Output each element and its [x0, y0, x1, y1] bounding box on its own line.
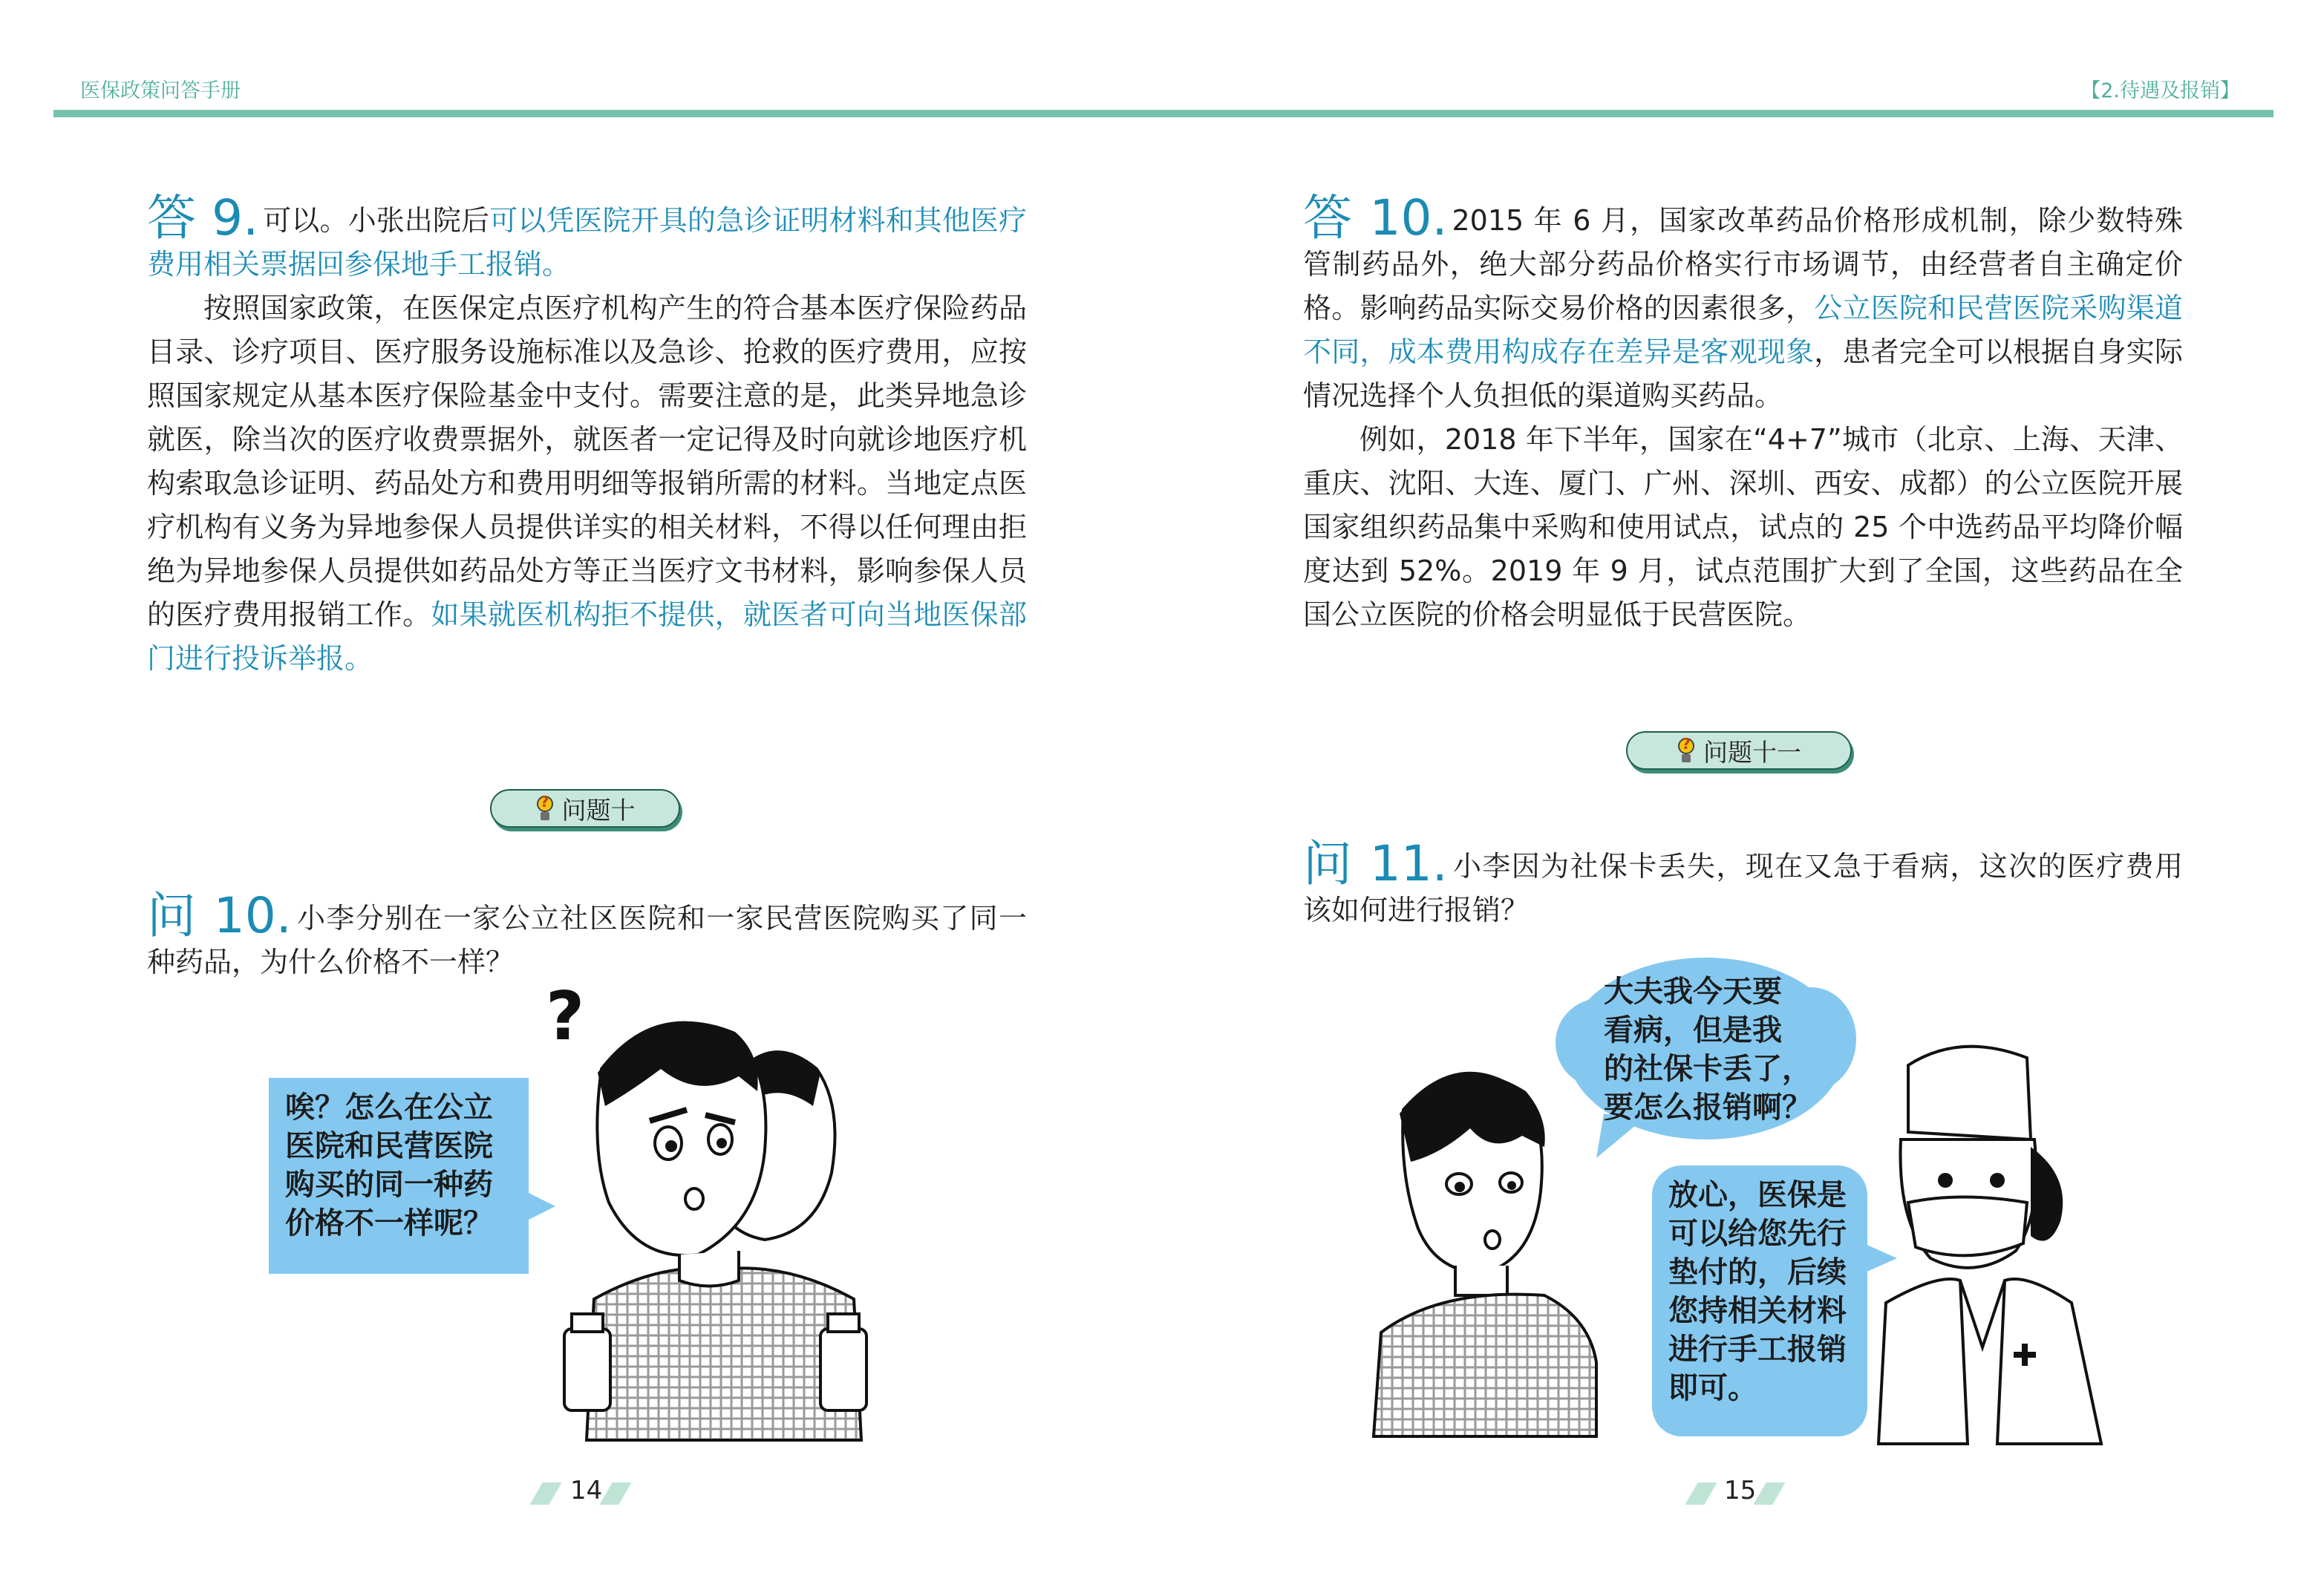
page-number-right: 15 — [1724, 1476, 1757, 1505]
left-speech-line: 唉？怎么在公立 — [285, 1090, 493, 1125]
answer-9-body-highlight: 如果就医机构拒不提供，就医者可向当地医保部门进行投诉举报。 — [147, 598, 1027, 675]
left-speech-bubble — [269, 1078, 529, 1274]
patient-speech — [1604, 972, 1819, 1127]
doctor-speech-line: 放心，医保是 — [1668, 1178, 1847, 1212]
doctor-speech-bubble — [1652, 1165, 1867, 1436]
answer-10-highlight: 公立医院和民营医院采购渠道不同，成本费用构成存在差异是客观现象 — [1303, 292, 2183, 368]
question-10 — [147, 889, 1027, 984]
answer-9-lead: 可以。小张出院后 — [263, 204, 490, 237]
question-10-text: 小李分别在一家公立社区医院和一家民营医院购买了同一种药品，为什么价格不一样？ — [147, 902, 1027, 978]
question-11-text: 小李因为社保卡丢失，现在又急于看病，这次的医疗费用该如何进行报销？ — [1303, 850, 2183, 926]
page-number-left: 14 — [570, 1476, 603, 1505]
page-number-stripe — [599, 1482, 631, 1505]
patient-speech-line: 大夫我今天要 — [1604, 975, 1782, 1009]
answer-10-paragraph: 例如，2018 年下半年，国家在“4+7”城市（北京、上海、天津、重庆、沈阳、大连、厦门、广州、深圳、西安、成都）的公立医院开展国家组织药品集中采购和使用试点，试点的 25 个中选药品平均降价幅度达到 52%。2019 年 9 月，试点范围扩大到了全国，这些药品在全国公立医院的价格会明显低于民营医院。 — [1303, 423, 2183, 631]
answer-9-body: 按照国家政策，在医保定点医疗机构产生的符合基本医疗保险药品目录、诊疗项目、医疗服务设施标准以及急诊、抢救的医疗费用，应按照国家规定从基本医疗保险基金中支付。需要注意的是，此类异地急诊就医，除当次的医疗收费票据外，就医者一定记得及时向就诊地医疗机构索取急诊证明、药品处方和费用明细等报销所需的材料。当地定点医疗机构有义务为异地参保人员提供详实的相关材料，不得以任何理由拒绝为异地参保人员提供如药品处方等正当医疗文书材料，影响参保人员的医疗费用报销工作。 — [147, 292, 1027, 631]
question-10-number: 问 10. — [147, 887, 292, 944]
question-11-block — [1303, 837, 2183, 932]
answer-10-part2: ，患者完全可以根据自身实际情况选择个人负担低的渠道购买药品。 — [1303, 336, 2183, 412]
question-11-tag — [1626, 731, 1852, 770]
confused-boy-illustration — [546, 978, 898, 1440]
doctor-illustration — [1878, 1036, 2124, 1444]
patient-speech-line: 要怎么报销啊？ — [1604, 1090, 1812, 1125]
doctor-speech-line: 即可。 — [1668, 1371, 1757, 1405]
header-rule — [53, 110, 2273, 117]
right-page — [1303, 189, 2183, 637]
left-speech-line: 价格不一样呢？ — [285, 1206, 493, 1240]
page-number-stripe — [529, 1482, 561, 1505]
answer-10 — [1303, 189, 2183, 418]
patient-speech-line: 看病，但是我 — [1604, 1013, 1782, 1047]
answer-9-highlight: 可以凭医院开具的急诊证明材料和其他医疗费用相关票据回参保地手工报销。 — [147, 204, 1027, 281]
running-header-section: 【2.待遇及报销】 — [2080, 79, 2240, 102]
lightbulb-icon: ? — [1677, 738, 1696, 763]
patient-speech-line: 的社保卡丢了， — [1604, 1052, 1812, 1086]
page-number-stripe — [1685, 1482, 1717, 1505]
question-11 — [1303, 837, 2183, 932]
answer-9-paragraph — [147, 287, 1027, 681]
patient-boy-illustration — [1366, 1050, 1611, 1436]
left-page — [147, 189, 1027, 681]
answer-9 — [147, 189, 1027, 287]
doctor-speech-line: 进行手工报销 — [1668, 1332, 1847, 1367]
doctor-bubble-tail — [1864, 1240, 1897, 1277]
doctor-speech-line: 您持相关材料 — [1668, 1294, 1847, 1328]
lightbulb-icon: ? — [535, 796, 555, 821]
question-10-tag-label: 问题十 — [561, 795, 636, 825]
doctor-speech-line: 垫付的，后续 — [1668, 1255, 1847, 1289]
question-11-number: 问 11. — [1303, 835, 1448, 892]
left-speech-line: 购买的同一种药 — [285, 1168, 493, 1202]
doctor-speech-line: 可以给您先行 — [1668, 1217, 1847, 1251]
question-11-tag-label: 问题十一 — [1703, 737, 1801, 767]
page-number-stripe — [1753, 1482, 1785, 1505]
question-mark-icon: ? — [546, 978, 585, 1056]
answer-10-number: 答 10. — [1303, 189, 1448, 246]
left-speech-line: 医院和民营医院 — [285, 1129, 493, 1163]
question-10-block — [147, 889, 1027, 984]
running-header-title: 医保政策问答手册 — [80, 79, 241, 102]
question-10-tag — [490, 789, 680, 828]
left-speech-tail — [526, 1188, 555, 1225]
answer-9-number: 答 9. — [147, 189, 259, 246]
answer-10-part1: 2015 年 6 月，国家改革药品价格形成机制，除少数特殊管制药品外，绝大部分药品价格实行市场调节，由经营者自主确定价格。影响药品实际交易价格的因素很多， — [1303, 204, 2183, 324]
